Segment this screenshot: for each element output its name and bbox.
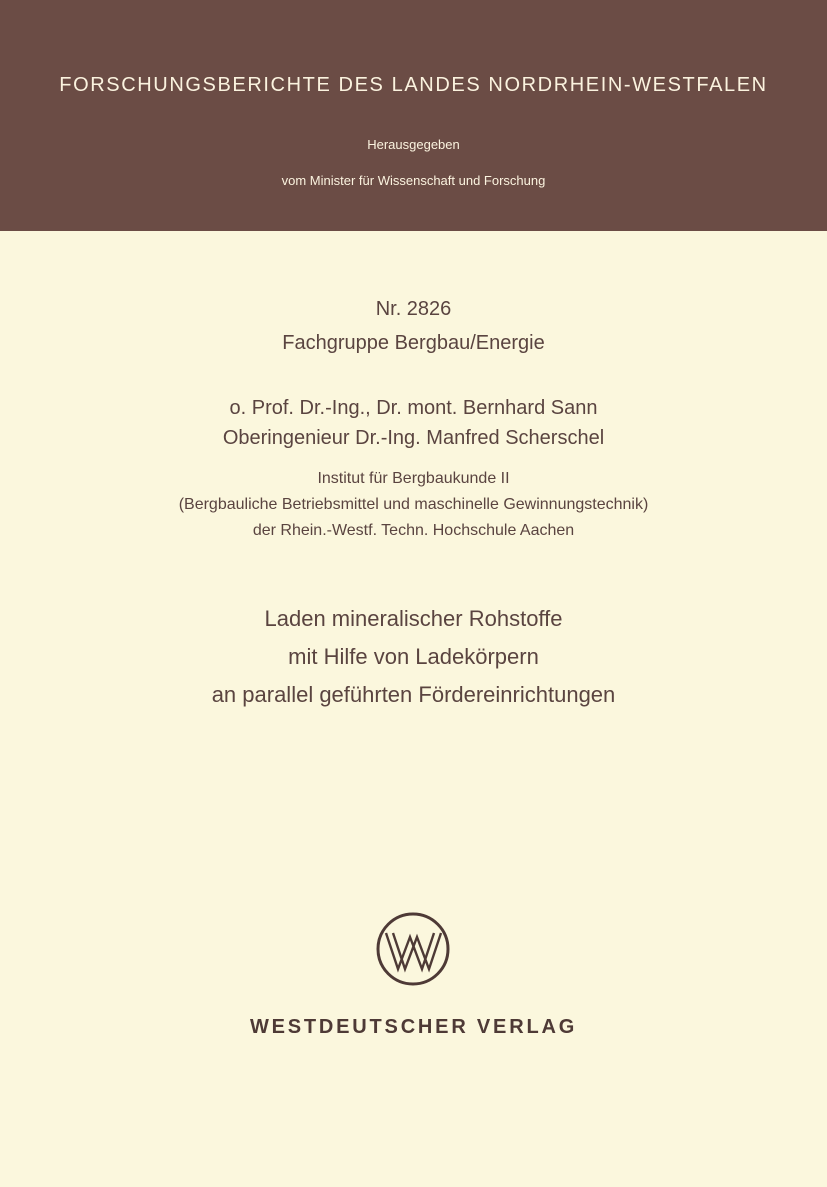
institute-line-2: (Bergbauliche Betriebsmittel und maschinelle Gewinnungstechnik) xyxy=(178,496,649,513)
series-title: FORSCHUNGSBERICHTE DES LANDES NORDRHEIN-WESTFALEN xyxy=(59,74,768,96)
institute-line-1: Institut für Bergbaukunde II xyxy=(317,470,510,487)
title-line-1: Laden mineralischer Rohstoffe xyxy=(264,606,563,631)
ww-publisher-logo-icon xyxy=(375,911,451,987)
herausgegeben-label: Herausgegeben xyxy=(367,137,460,152)
fachgruppe: Fachgruppe Bergbau/Energie xyxy=(282,332,545,354)
minister-label: vom Minister für Wissenschaft und Forschung xyxy=(281,173,546,188)
title-line-2: mit Hilfe von Ladekörpern xyxy=(288,644,539,669)
report-number: Nr. 2826 xyxy=(375,298,452,320)
publisher-name: WESTDEUTSCHER VERLAG xyxy=(249,1016,578,1038)
title-line-3: an parallel geführten Fördereinrichtungen xyxy=(211,682,616,707)
header-band xyxy=(0,0,827,231)
author-2: Oberingenieur Dr.-Ing. Manfred Scherschel xyxy=(222,427,605,449)
institute-line-3: der Rhein.-Westf. Techn. Hochschule Aachen xyxy=(252,522,575,539)
author-1: o. Prof. Dr.-Ing., Dr. mont. Bernhard Sann xyxy=(229,397,598,419)
